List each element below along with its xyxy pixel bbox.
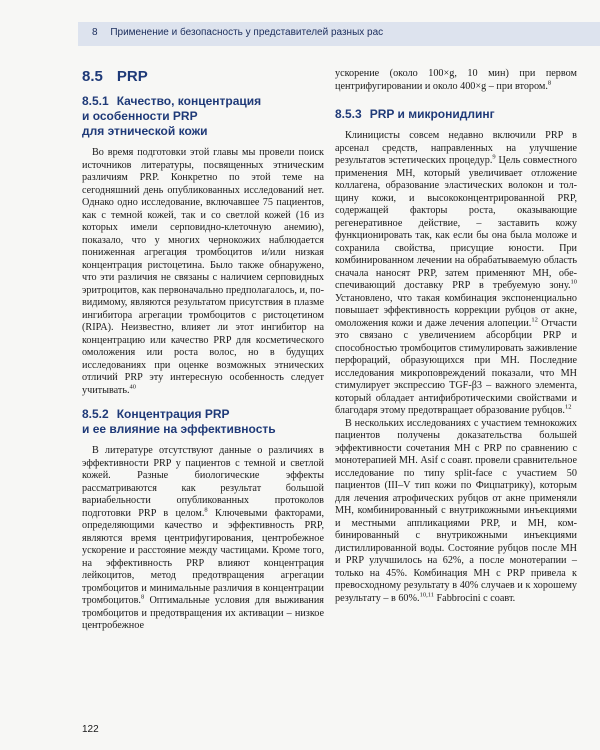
section-title: PRP — [116, 68, 148, 85]
paragraph-text: Клиницисты совсем недавно включили PRP в арсенал средств, направленных на улучшение результатов эстетических процедур. — [335, 130, 577, 166]
paragraph-text: Во время подготовки этой главы мы провели поиск источников литературы, посвященных этническим различиям PRP. Конкретно по этой теме на сегодняшний день опубликованных исследований нет. Однако одно исследование, включавшее 75 пациентов, как с темной кожей, так и со светлой кожей (16 из которых имели серповидно-клеточную анемию), показало, что у многих чернокожих наблюдается пониженная агрегация тромбоцитов и/или низкая концентрация ристоцетина. Было также обнаружено, что эти различия не связаны с наличием серповидных эритроцитов, как первоначально предполагалось, и, по-видимому, являются результатом присутствия в плазме ингибитора агрегации тромбоцитов с ристоцетином (RIPA). Неизвестно, влияет ли этот ингибитор на концентрацию или качество PRP для косметического омоложения или роста волос, но в будущих исследованиях при оценке возможных этнических отличий PRP эту интересную особенность следует учитывать. — [82, 147, 324, 396]
section-heading — [82, 68, 324, 86]
reference: 40 — [129, 383, 137, 391]
paragraph-852-continued — [335, 68, 577, 93]
paragraph-text: Оптимальные условия для выживания тромбоцитов и предотвращения их активации – низкое центробежное — [82, 595, 324, 631]
subsection-heading-853 — [335, 107, 577, 122]
chapter-title: Применение и безопасность у представителей разных рас — [110, 27, 384, 38]
paragraph-text: Цель совместного применения МН, который увеличивает отложение коллагена, образование эластических волокон и толщину кожи, и высококонцентрированной PRP, содержащей факторы роста, оказывающие регенеративное действие, – заставить кожу функционировать так, как если бы она была моложе и сохранила свойства, присущие юности. При комбинированном лечении на обрабатываемую область сначала наносят PRP, затем применяют МН, обеспечивающий доставку PRP в требуемую зону. — [335, 155, 577, 291]
subsection-heading-851 — [82, 94, 324, 139]
paragraph-853-2 — [335, 418, 577, 606]
subsection-title-line: и ее влияние на эффективность — [82, 422, 276, 436]
right-column — [335, 68, 577, 605]
section-number: 8.5 — [82, 68, 103, 85]
page-number: 122 — [82, 724, 99, 735]
paragraph-text: Fabbrocini с соавт. — [433, 592, 516, 604]
paragraph-text: В литературе отсутствуют данные о различиях в эффективности PRP у пациентов с темной и светлой кожей. Разные биологические эффекты рассматриваются как результат большой вариабельности опубликованных протоколов подготовки PRP в целом. — [82, 445, 324, 519]
paragraph-852 — [82, 445, 324, 633]
reference: 8 — [204, 506, 208, 514]
subsection-title-line: для этнической кожи — [82, 124, 208, 138]
paragraph-text: Установлено, что такая комбинация экспоненциально повышает эффективность коррекции рубцов от акне, омоложения кожи и даже лечения алопеции. — [335, 292, 577, 329]
paragraph-text: Отчасти это связано с увеличением абсорбции PRP и способностью тромбоцитов стимулировать заживление перфораций, образующихся при МН. Последние исследования микроповреждений показали, что МН стимулирует экспрессию TGF-β3 – важного элемента, который обладает антифибротическими свойствами и благодаря этому предотвращает образование рубцов. — [335, 317, 577, 416]
subsection-title-line: Качество, концентрация — [116, 94, 262, 108]
left-column — [82, 68, 324, 633]
subsection-heading-852 — [82, 407, 324, 437]
paragraph-853-1 — [335, 130, 577, 418]
chapter-number: 8 — [92, 27, 98, 38]
reference: 10,11 — [419, 591, 434, 599]
paragraph-text: ускорение (около 100×g, 10 мин) при первом центрифугировании и около 400×g – при втором. — [335, 68, 577, 92]
paragraph-851 — [82, 147, 324, 397]
reference: 8 — [547, 79, 552, 87]
running-header — [92, 27, 383, 38]
reference: 9 — [492, 153, 496, 161]
subsection-number: 8.5.1 — [82, 94, 109, 108]
subsection-title-line: и особенности PRP — [82, 109, 198, 123]
reference: 12 — [564, 403, 572, 411]
paragraph-text: В нескольких исследованиях с участием темнокожих пациентов получены доказательства большей эффективности сочетания МН с PRP по сравнению с монотерапией МН. Asif с соавт. провели сравнительное исследование по типу split-face с участием 50 пациентов (III–V тип кожи по Фицпатрику), которым для лечения атрофических рубцов от акне применяли МН, комбинированный с внутрикожными инъекциями и местными аппликациями PRP, и МН, комбинированный с внутрикожными инъекциями дистиллированной воды. Состояние рубцов после МН и PRP улучшилось на 62%, а после монотерапии – только на 45%. Комбинация МН с PRP привела к превосходному результату в 40% случаев и к хорошему результату – в 60%. — [335, 417, 577, 604]
subsection-number: 8.5.2 — [82, 407, 109, 421]
reference: 8 — [140, 593, 145, 601]
subsection-title-line: PRP и микронидлинг — [369, 107, 495, 121]
paragraph-text: Ключевыми факторами, определяющими качество и эффективность PRP, являются время центрифугирования, центробежное ускорение и расстояние между частицами. Кроме того, на эффективность PRP влияют концентрация лейкоцитов, метод предотвращения агрегации тромбоцитов и минимальные различия в концентрации тромбоцитов. — [82, 507, 324, 606]
reference: 12 — [531, 316, 538, 324]
reference: 10 — [570, 278, 577, 286]
subsection-number: 8.5.3 — [335, 107, 362, 121]
subsection-title-line: Концентрация PRP — [116, 407, 230, 421]
